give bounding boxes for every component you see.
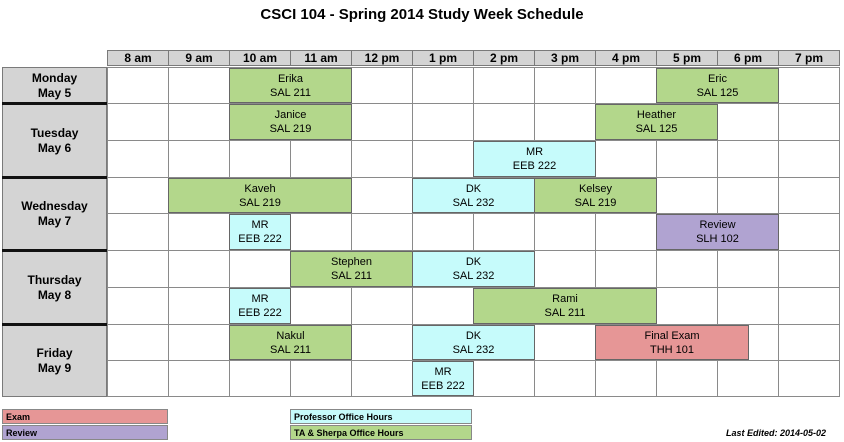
grid-cell [168, 103, 230, 141]
event-block[interactable]: Eric SAL 125 [656, 68, 779, 103]
grid-cell [534, 250, 596, 288]
event-block[interactable]: DK SAL 232 [412, 178, 535, 213]
event-block[interactable]: Janice SAL 219 [229, 104, 352, 140]
grid-cell [168, 67, 230, 104]
grid-cell [168, 213, 230, 251]
event-block[interactable]: Heather SAL 125 [595, 104, 718, 140]
grid-cell [778, 67, 840, 104]
grid-cell [717, 287, 779, 325]
grid-cell [473, 103, 535, 141]
grid-cell [778, 250, 840, 288]
grid-cell [717, 250, 779, 288]
grid-cell [778, 177, 840, 214]
grid-cell [107, 140, 169, 178]
grid-cell [717, 360, 779, 397]
grid-cell [351, 213, 413, 251]
hour-header: 3 pm [534, 50, 596, 66]
day-header: Tuesday May 6 [2, 103, 107, 178]
grid-cell [290, 140, 352, 178]
grid-cell [168, 287, 230, 325]
event-block[interactable]: Kaveh SAL 219 [168, 178, 352, 213]
hour-header: 8 am [107, 50, 169, 66]
grid-cell [412, 67, 474, 104]
grid-cell [107, 324, 169, 361]
grid-cell [534, 360, 596, 397]
grid-cell [229, 140, 291, 178]
grid-cell [351, 360, 413, 397]
event-block[interactable]: MR EEB 222 [412, 361, 474, 396]
grid-cell [595, 67, 657, 104]
event-block[interactable]: Review SLH 102 [656, 214, 779, 250]
grid-cell [717, 177, 779, 214]
grid-cell [168, 250, 230, 288]
hour-header: 7 pm [778, 50, 840, 66]
grid-cell [778, 213, 840, 251]
page-title: CSCI 104 - Spring 2014 Study Week Schedule [260, 6, 584, 23]
grid-cell [107, 103, 169, 141]
event-block[interactable]: MR EEB 222 [229, 214, 291, 250]
grid-cell [473, 213, 535, 251]
hour-header: 1 pm [412, 50, 474, 66]
grid-cell [351, 103, 413, 141]
event-block[interactable]: Final Exam THH 101 [595, 325, 749, 360]
grid-cell [534, 213, 596, 251]
grid-cell [778, 140, 840, 178]
grid-cell [168, 140, 230, 178]
grid-cell [107, 360, 169, 397]
hour-header: 4 pm [595, 50, 657, 66]
grid-cell [656, 360, 718, 397]
grid-cell [107, 213, 169, 251]
grid-cell [656, 250, 718, 288]
event-block[interactable]: Stephen SAL 211 [290, 251, 413, 287]
event-block[interactable]: Kelsey SAL 219 [534, 178, 657, 213]
day-header: Monday May 5 [2, 67, 107, 104]
grid-cell [229, 250, 291, 288]
hour-header: 2 pm [473, 50, 535, 66]
grid-cell [351, 140, 413, 178]
day-separator [2, 102, 107, 105]
hour-header: 12 pm [351, 50, 413, 66]
grid-cell [534, 67, 596, 104]
grid-cell [717, 140, 779, 178]
legend-ta-sherpa-office-hours: TA & Sherpa Office Hours [290, 425, 472, 440]
grid-cell [290, 360, 352, 397]
day-separator [2, 176, 107, 179]
grid-cell [656, 177, 718, 214]
day-header: Wednesday May 7 [2, 177, 107, 251]
grid-cell [595, 140, 657, 178]
grid-cell [595, 213, 657, 251]
grid-cell [534, 324, 596, 361]
grid-cell [412, 213, 474, 251]
day-separator [2, 249, 107, 252]
grid-cell [107, 287, 169, 325]
event-block[interactable]: Rami SAL 211 [473, 288, 657, 324]
grid-cell [107, 177, 169, 214]
grid-cell [778, 103, 840, 141]
event-block[interactable]: Nakul SAL 211 [229, 325, 352, 360]
grid-cell [656, 287, 718, 325]
grid-cell [778, 360, 840, 397]
grid-cell [412, 140, 474, 178]
grid-cell [229, 360, 291, 397]
hour-header: 5 pm [656, 50, 718, 66]
grid-cell [351, 177, 413, 214]
grid-cell [534, 103, 596, 141]
grid-cell [778, 287, 840, 325]
grid-cell [717, 103, 779, 141]
grid-cell [168, 324, 230, 361]
day-separator [2, 323, 107, 326]
grid-cell [351, 324, 413, 361]
event-block[interactable]: Erika SAL 211 [229, 68, 352, 103]
last-edited: Last Edited: 2014-05-02 [725, 428, 826, 438]
grid-cell [656, 140, 718, 178]
event-block[interactable]: MR EEB 222 [473, 141, 596, 177]
day-header: Friday May 9 [2, 324, 107, 397]
grid-cell [107, 67, 169, 104]
event-block[interactable]: DK SAL 232 [412, 325, 535, 360]
grid-cell [412, 287, 474, 325]
grid-cell [351, 67, 413, 104]
grid-cell [290, 287, 352, 325]
event-block[interactable]: DK SAL 232 [412, 251, 535, 287]
legend-review: Review [2, 425, 168, 440]
grid-cell [473, 360, 535, 397]
grid-cell [412, 103, 474, 141]
grid-cell [473, 67, 535, 104]
grid-cell [107, 250, 169, 288]
hour-header: 9 am [168, 50, 230, 66]
event-block[interactable]: MR EEB 222 [229, 288, 291, 324]
grid-cell [595, 250, 657, 288]
grid-cell [778, 324, 840, 361]
grid-cell [351, 287, 413, 325]
day-header: Thursday May 8 [2, 250, 107, 325]
legend-exam: Exam [2, 409, 168, 424]
hour-header: 11 am [290, 50, 352, 66]
legend-professor-office-hours: Professor Office Hours [290, 409, 472, 424]
hour-header: 10 am [229, 50, 291, 66]
grid-cell [595, 360, 657, 397]
grid-cell [168, 360, 230, 397]
hour-header: 6 pm [717, 50, 779, 66]
grid-cell [290, 213, 352, 251]
